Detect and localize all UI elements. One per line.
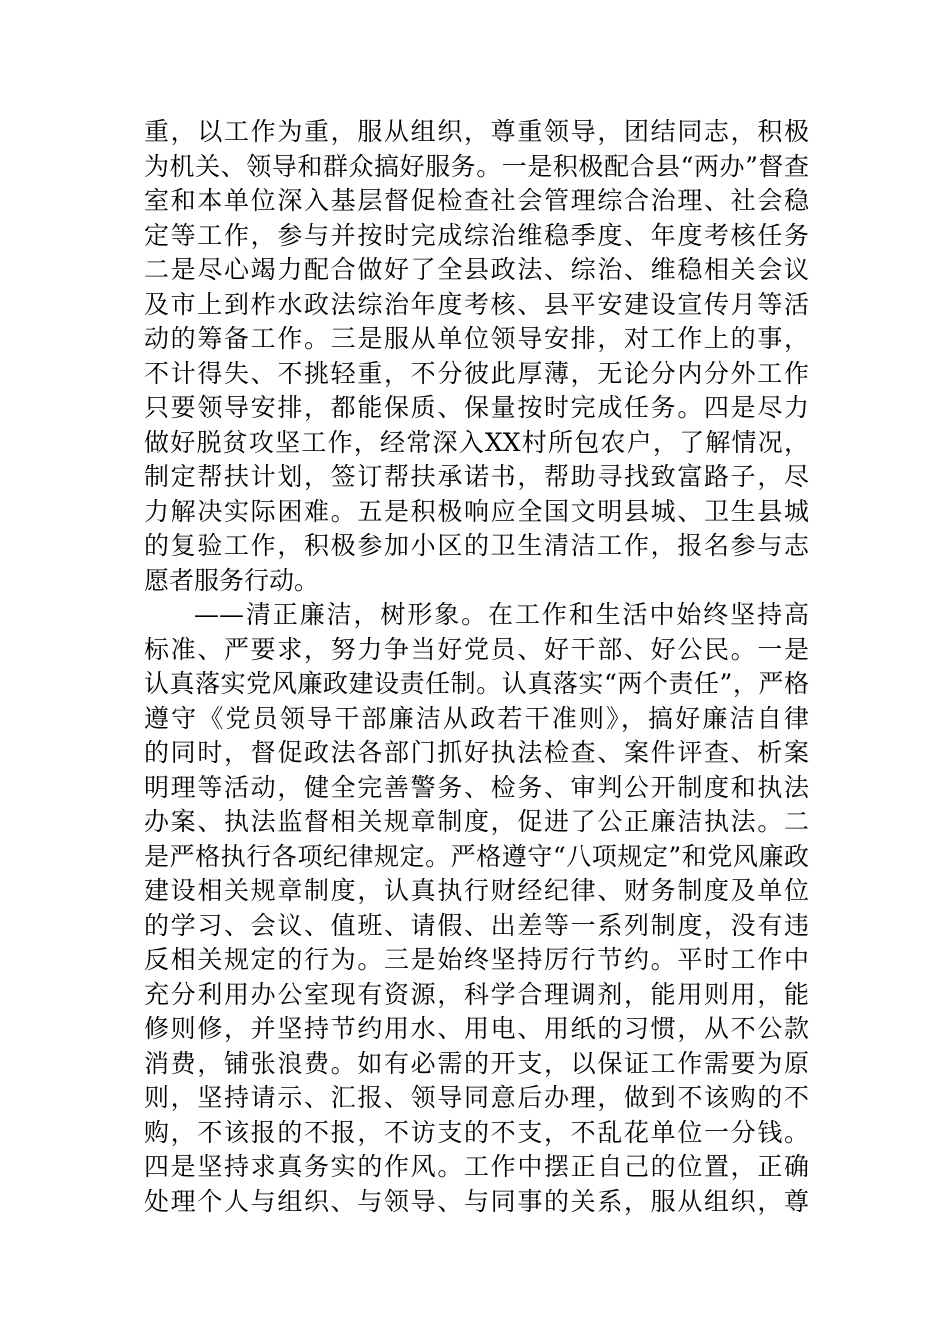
text-line: 办案、执法监督相关规章制度，促进了公正廉洁执法。二 bbox=[144, 807, 809, 836]
text-line: 二是尽心竭力配合做好了全县政法、综治、维稳相关会议 bbox=[144, 255, 809, 284]
text-line: 定等工作，参与并按时完成综治维稳季度、年度考核任务 bbox=[144, 220, 809, 250]
text-line: 消费，铺张浪费。如有必需的开支，以保证工作需要为原 bbox=[144, 1048, 809, 1078]
text-line: 遵守《党员领导干部廉洁从政若干准则》，搞好廉洁自律 bbox=[144, 703, 809, 733]
text-line: 反相关规定的行为。三是始终坚持厉行节约。平时工作中 bbox=[144, 945, 809, 974]
text-line: 做好脱贫攻坚工作，经常深入XX村所包农户，了解情况， bbox=[144, 427, 809, 457]
text-line: 动的筹备工作。三是服从单位领导安排，对工作上的事， bbox=[144, 324, 809, 353]
text-line: 是严格执行各项纪律规定。严格遵守“八项规定”和党风廉政 bbox=[144, 841, 809, 871]
text-line: 建设相关规章制度，认真执行财经纪律、财务制度及单位 bbox=[144, 876, 809, 905]
text-line: 为机关、领导和群众搞好服务。一是积极配合县“两办”督查 bbox=[144, 151, 809, 181]
text-line: 修则修，并坚持节约用水、用电、用纸的习惯，从不公款 bbox=[144, 1014, 809, 1043]
text-line: 购，不该报的不报，不访支的不支，不乱花单位一分钱。 bbox=[144, 1117, 809, 1147]
text-line: 处理个人与组织、与领导、与同事的关系，服从组织，尊 bbox=[144, 1186, 809, 1216]
text-line: 则，坚持请示、汇报、领导同意后办理，做到不该购的不 bbox=[144, 1083, 809, 1112]
text-line: 愿者服务行动。 bbox=[144, 565, 320, 595]
text-line: 及市上到柞水政法综治年度考核、县平安建设宣传月等活 bbox=[144, 289, 809, 319]
text-line: 标准、严要求，努力争当好党员、好干部、好公民。一是 bbox=[144, 634, 809, 664]
text-line: 的复验工作，积极参加小区的卫生清洁工作，报名参与志 bbox=[144, 531, 809, 560]
text-line: 明理等活动，健全完善警务、检务、审判公开制度和执法 bbox=[144, 772, 809, 802]
text-line: 四是坚持求真务实的作风。工作中摆正自己的位置，正确 bbox=[144, 1152, 809, 1181]
text-line: 的学习、会议、值班、请假、出差等一系列制度，没有违 bbox=[144, 910, 809, 940]
text-line: 认真落实党风廉政建设责任制。认真落实“两个责任”，严格 bbox=[144, 669, 809, 698]
text-line: 充分利用办公室现有资源，科学合理调剂，能用则用，能 bbox=[144, 979, 809, 1009]
text-line: 重，以工作为重，服从组织，尊重领导，团结同志，积极 bbox=[144, 117, 809, 146]
text-line: 的同时，督促政法各部门抓好执法检查、案件评查、析案 bbox=[144, 738, 809, 767]
body-text bbox=[144, 115, 809, 1219]
text-line: 室和本单位深入基层督促检查社会管理综合治理、社会稳 bbox=[144, 186, 809, 215]
text-line: 力解决实际困难。五是积极响应全国文明县城、卫生县城 bbox=[144, 496, 809, 526]
text-line: 不计得失、不挑轻重，不分彼此厚薄，无论分内分外工作 bbox=[144, 358, 809, 388]
text-line: 只要领导安排，都能保质、保量按时完成任务。四是尽力 bbox=[144, 393, 809, 422]
text-line: 制定帮扶计划，签订帮扶承诺书，帮助寻找致富路子，尽 bbox=[144, 462, 809, 491]
text-line: ——清正廉洁，树形象。在工作和生活中始终坚持高 bbox=[194, 600, 809, 629]
